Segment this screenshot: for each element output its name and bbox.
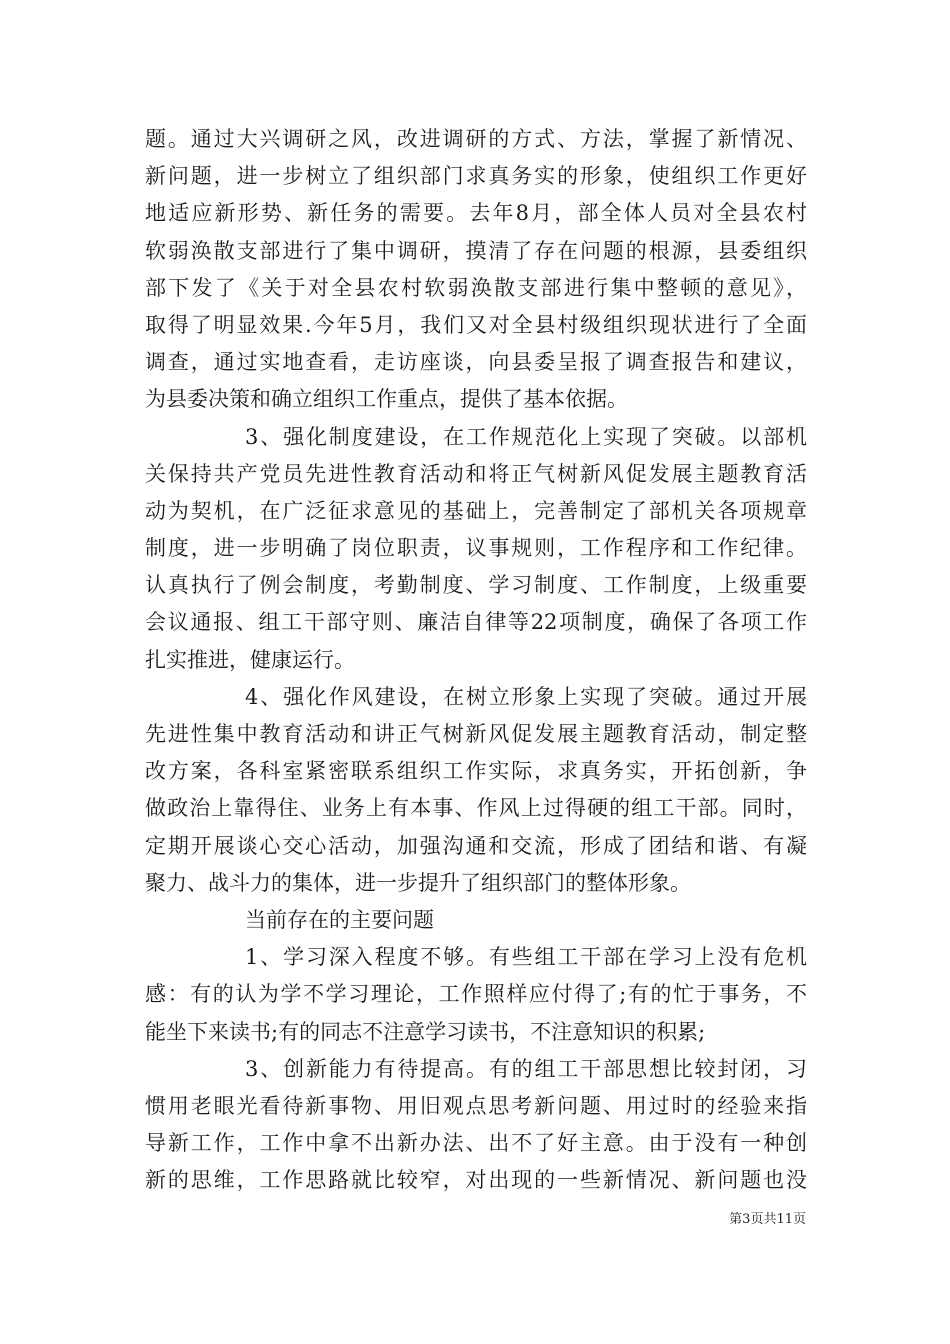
text-line: 认真执行了例会制度，考勤制度、学习制度、工作制度，上级重要 [145,573,807,598]
text-line: 为县委决策和确立组织工作重点，提供了基本依据。 [145,387,628,412]
text-line: 软弱涣散支部进行了集中调研，摸清了存在问题的根源，县委组织 [145,238,807,263]
text-line: 地适应新形势、新任务的需要。去年8月，部全体人员对全县农村 [145,201,807,226]
text-line: 导新工作，工作中拿不出新办法、出不了好主意。由于没有一种创 [145,1131,807,1156]
paragraph-start-line: 3、强化制度建设，在工作规范化上实现了突破。以部机 [245,424,807,449]
text-line: 新的思维，工作思路就比较窄，对出现的一些新情况、新问题也没 [145,1168,807,1193]
text-line: 改方案，各科室紧密联系组织工作实际，求真务实，开拓创新，争 [145,759,807,784]
text-line: 部下发了《关于对全县农村软弱涣散支部进行集中整顿的意见》， [145,275,807,300]
text-line: 取得了明显效果.今年5月，我们又对全县村级组织现状进行了全面 [145,312,807,337]
text-line: 先进性集中教育活动和讲正气树新风促发展主题教育活动，制定整 [145,722,807,746]
text-line: 会议通报、组工干部守则、廉洁自律等22项制度，确保了各项工作 [145,610,807,635]
text-line: 感：有的认为学不学习理论，工作照样应付得了;有的忙于事务，不 [145,982,807,1007]
page-number-footer: 第3页共11页 [729,1212,806,1227]
section-heading: 当前存在的主要问题 [245,907,434,932]
document-body [145,121,807,1199]
paragraph-start-line: 4、强化作风建设，在树立形象上实现了突破。通过开展 [245,684,807,709]
text-line: 关保持共产党员先进性教育活动和将正气树新风促发展主题教育活 [145,461,807,486]
text-line: 新问题，进一步树立了组织部门求真务实的形象，使组织工作更好 [145,164,807,189]
paragraph-start-line: 1、学习深入程度不够。有些组工干部在学习上没有危机 [245,945,807,970]
text-line: 动为契机，在广泛征求意见的基础上，完善制定了部机关各项规章 [145,498,807,523]
text-line: 定期开展谈心交心活动，加强沟通和交流，形成了团结和谐、有凝 [145,833,807,858]
text-line: 扎实推进，健康运行。 [145,647,355,672]
text-line: 做政治上靠得住、业务上有本事、作风上过得硬的组工干部。同时， [145,796,807,821]
paragraph-start-line: 3、创新能力有待提高。有的组工干部思想比较封闭，习 [245,1056,807,1081]
text-line: 题。通过大兴调研之风，改进调研的方式、方法，掌握了新情况、 [145,127,807,151]
text-line: 聚力、战斗力的集体，进一步提升了组织部门的整体形象。 [145,870,691,895]
text-line: 惯用老眼光看待新事物、用旧观点思考新问题、用过时的经验来指 [145,1093,807,1118]
text-line: 调查，通过实地查看，走访座谈，向县委呈报了调查报告和建议， [145,350,807,375]
text-line: 制度，进一步明确了岗位职责，议事规则，工作程序和工作纪律。 [145,536,807,561]
text-line: 能坐下来读书;有的同志不注意学习读书，不注意知识的积累; [145,1019,706,1044]
